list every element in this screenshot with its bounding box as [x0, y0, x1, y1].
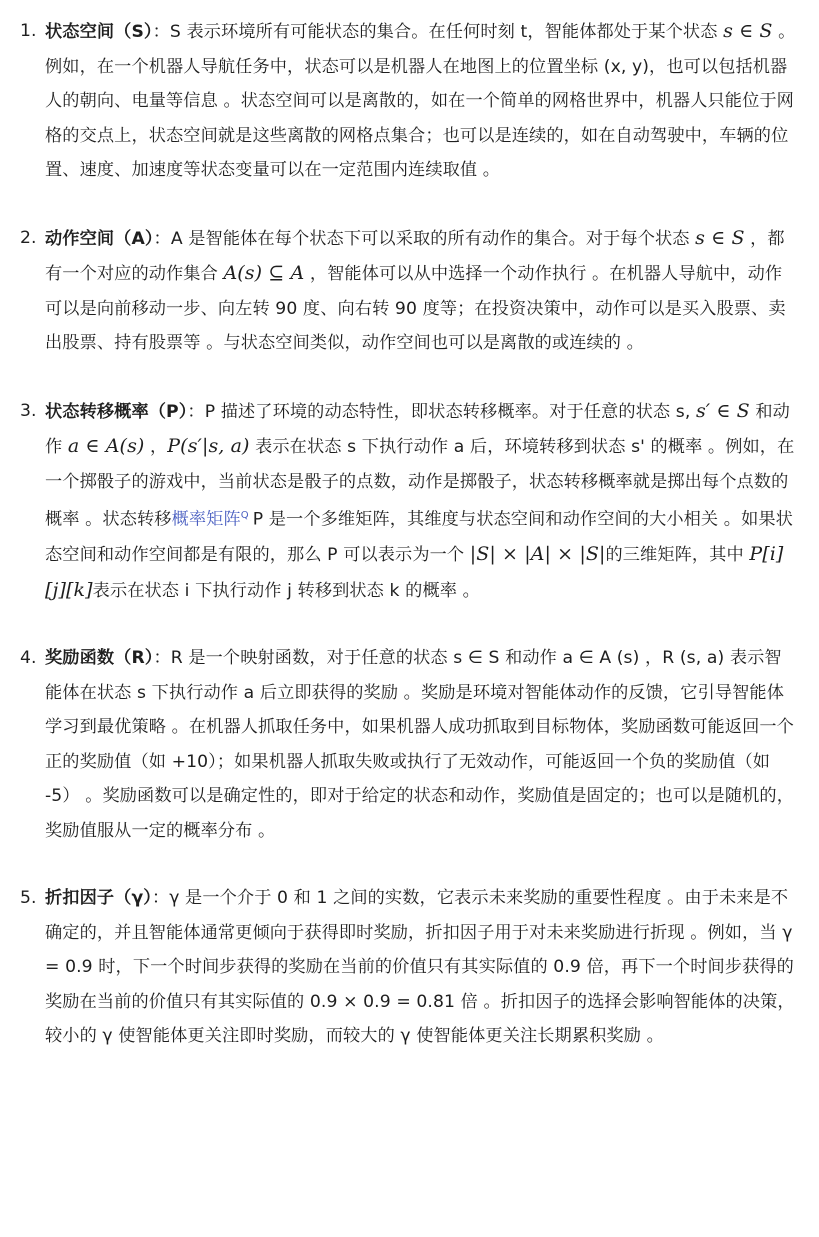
item-title: 状态转移概率（P）: [45, 401, 188, 422]
item-text: ：γ 是一个介于 0 和 1 之间的实数，它表示未来奖励的重要性程度 。由于未来是不确定的，并且智能体通常更倾向于获得即时奖励，折扣因子用于对未来奖励进行折现 。例如，当 γ = 0.9 时，下一个时间步获得的奖励在当前的价值只有其实际值的 0.9 倍，再下一个时间步获得的奖励在当前的价值只有其实际值的 0.9 × 0.9 = 0.81 倍 。折扣因子的选择会影响智能体的决策，较小的 γ 使智能体更关注即时奖励，而较大的 γ 使智能体更关注长期累积奖励 。: [45, 888, 795, 1047]
list-item: [20, 14, 797, 188]
item-title: 动作空间（A）: [45, 228, 154, 249]
item-number: 4.: [20, 648, 37, 669]
item-text: 和动作: [45, 401, 790, 457]
math-expression: s ∈ S: [695, 226, 745, 249]
item-text: ：A 是智能体在每个状态下可以采取的所有动作的集合。对于每个状态: [153, 228, 696, 249]
item-text: ，都有一个对应的动作集合: [45, 228, 785, 284]
math-expression: P(s′|s, a): [167, 435, 250, 457]
item-text: ，智能体可以从中选择一个动作执行 。在机器人导航中，动作可以是向前移动一步、向左转 90 度、向右转 90 度等；在投资决策中，动作可以是买入股票、卖出股票、持有股票等 。与状态空间类似，动作空间也可以是离散的或连续的 。: [45, 264, 786, 353]
math-expression: s′ ∈ S: [695, 399, 750, 422]
item-text: ：S 表示环境所有可能状态的集合。在任何时刻 t，智能体都处于某个状态: [152, 22, 724, 42]
item-number: 2.: [20, 227, 37, 248]
item-number: 3.: [20, 400, 37, 421]
item-number: 1.: [20, 21, 37, 41]
item-title: 折扣因子（γ）: [45, 888, 152, 909]
math-expression: |S| × |A| × |S|: [469, 543, 606, 566]
math-expression: a ∈ A(s): [67, 435, 145, 457]
item-text: 表示在状态 s 下执行动作 a 后，环境转移到状态 s' 的概率 。例如，在一个掷骰子的游戏中，当前状态是骰子的点数，动作是掷骰子，状态转移概率就是掷出每个点数的概率 。状态转移: [45, 437, 795, 530]
item-text: ：R 是一个映射函数，对于任意的状态 s ∈ S 和动作 a ∈ A (s) ，R (s, a) 表示智能体在状态 s 下执行动作 a 后立即获得的奖励 。奖励是环境对智能体动作的反馈，它引导智能体学习到最优策略 。在机器人抓取任务中，如果机器人成功抓取到目标物体，奖励函数可能返回一个正的奖励值（如 +10）；如果机器人抓取失败或执行了无效动作，可能返回一个负的奖励值（如 -5） 。奖励函数可以是确定性的，即对于给定的状态和动作，奖励值是固定的；也可以是随机的，奖励值服从一定的概率分布 。: [45, 648, 794, 841]
math-expression: A(s) ⊆ A: [223, 262, 305, 284]
list-item: [20, 394, 797, 609]
math-expression: s ∈ S: [723, 20, 773, 42]
item-text: ，: [144, 437, 168, 457]
search-icon[interactable]: Q: [240, 510, 249, 521]
math-expression: P[i][j][k]: [45, 543, 784, 601]
item-text: 。例如，在一个机器人导航任务中，状态可以是机器人在地图上的位置坐标 (x, y)，也可以包括机器人的朝向、电量等信息 。状态空间可以是离散的，如在一个简单的网格世界中，机器人只能位于网格的交点上，状态空间就是这些离散的网格点集合；也可以是连续的，如在自动驾驶中，车辆的位置、速度、加速度等状态变量可以在一定范围内连续取值 。: [45, 22, 796, 180]
item-title: 状态空间（S）: [45, 22, 153, 42]
item-text: ：P 描述了环境的动态特性，即状态转移概率。对于任意的状态 s,: [187, 401, 696, 422]
list-item: [20, 641, 797, 848]
list-item: [20, 881, 797, 1054]
item-text: P 是一个多维矩阵，其维度与状态空间和动作空间的大小相关 。如果状态空间和动作空间都是有限的，那么 P 可以表示为一个: [45, 509, 793, 566]
item-number: 5.: [20, 888, 37, 909]
item-text: 的三维矩阵，其中: [605, 545, 750, 566]
item-title: 奖励函数（R）: [45, 648, 154, 669]
item-text: 表示在状态 i 下执行动作 j 转移到状态 k 的概率 。: [92, 580, 480, 601]
term-link[interactable]: 概率矩阵: [171, 509, 241, 530]
list-item: [20, 221, 797, 361]
